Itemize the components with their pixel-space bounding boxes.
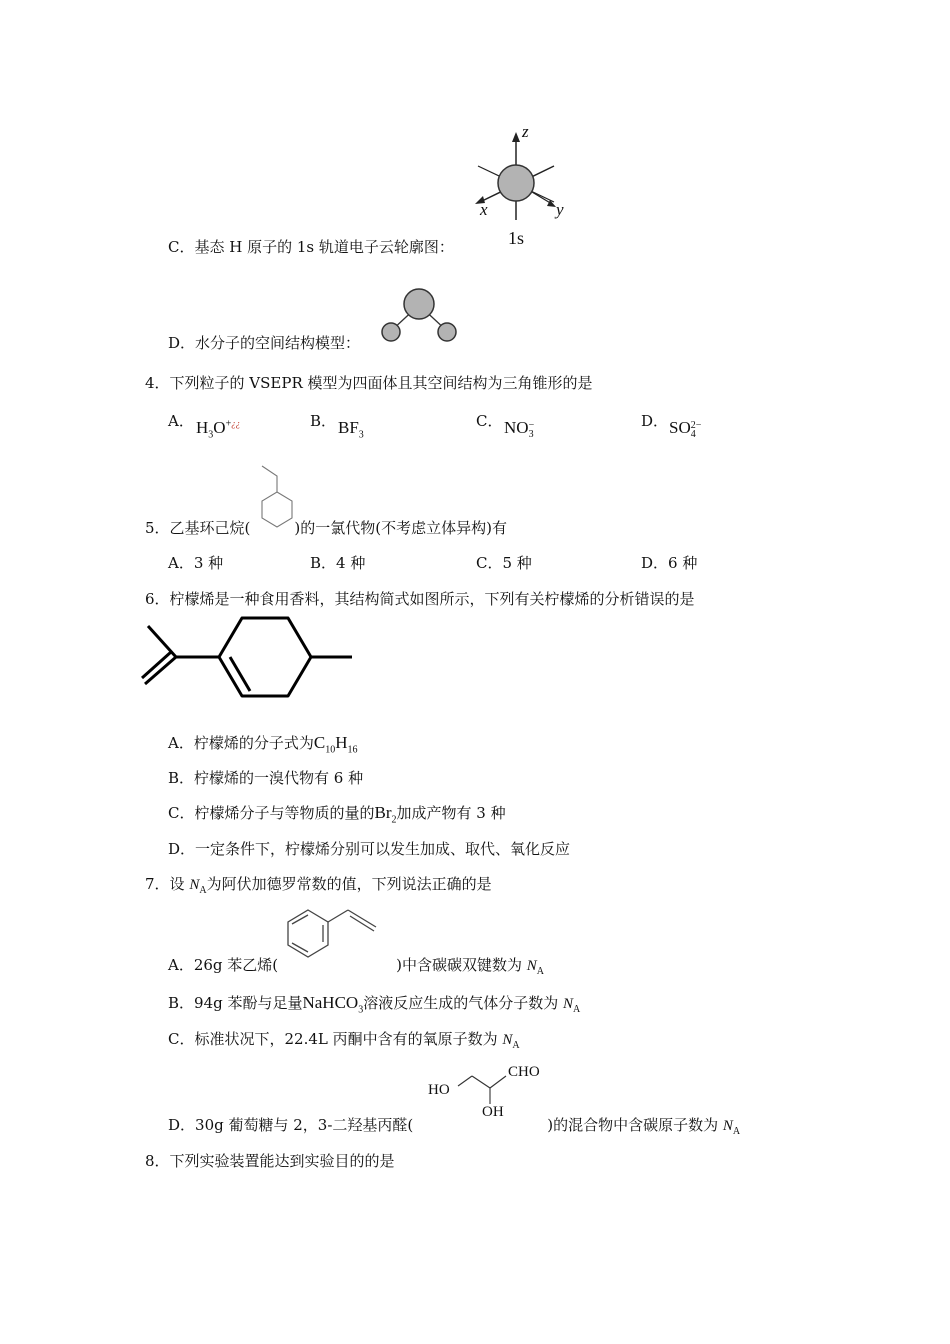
h3o-o: O bbox=[213, 418, 226, 437]
h3o-garbled: ¿¿ bbox=[231, 418, 241, 429]
q6-stem: 6．柠檬烯是一种食用香料，其结构简式如图所示，下列有关柠檬烯的分析错误的是 bbox=[145, 590, 695, 608]
q7-b-post: 溶液反应生成的气体分子数为 bbox=[363, 994, 563, 1012]
na-sub: A bbox=[512, 1040, 520, 1051]
na-sub: A bbox=[732, 1126, 741, 1137]
h3o-h: H bbox=[196, 418, 209, 437]
q7-a-pre: A．26g 苯乙烯( bbox=[168, 956, 279, 974]
water-model-diagram bbox=[375, 285, 465, 345]
q4-option-c-label: C． bbox=[476, 412, 503, 430]
na-symbol: N bbox=[502, 1032, 513, 1048]
bf3-sub: 3 bbox=[358, 429, 364, 441]
br2-br: Br bbox=[374, 803, 392, 822]
na-symbol: N bbox=[722, 1118, 733, 1134]
bf3-bf: BF bbox=[338, 418, 359, 437]
nahco3-formula bbox=[302, 993, 364, 1016]
q5-option-a: A．3 种 bbox=[168, 554, 224, 572]
q4-option-d-label: D． bbox=[641, 412, 669, 430]
nahco3-sub: 3 bbox=[358, 1004, 364, 1016]
q4-option-a-label: A． bbox=[168, 412, 194, 430]
na-symbol: N bbox=[189, 877, 200, 893]
q4-option-b-label: B． bbox=[310, 412, 337, 430]
formula-c-sub: 10 bbox=[325, 744, 336, 756]
q7-a-post: )中含碳碳双键数为 bbox=[396, 956, 527, 974]
q4-option-d-formula bbox=[669, 418, 701, 439]
axis-x-label: x bbox=[480, 200, 488, 219]
nahco3-text: NaHCO bbox=[302, 993, 359, 1012]
axis-z-label: z bbox=[522, 122, 529, 141]
q7-option-c bbox=[168, 1028, 520, 1051]
q4-option-b-formula bbox=[338, 418, 364, 440]
na-symbol: N bbox=[562, 996, 573, 1012]
q6-option-b: B．柠檬烯的一溴代物有 6 种 bbox=[168, 769, 364, 787]
q6-a-pre: A．柠檬烯的分子式为 bbox=[168, 734, 314, 752]
q4-option-c-formula bbox=[504, 418, 534, 439]
h3o-sub: 3 bbox=[208, 429, 214, 441]
q3-option-c: C．基态 H 原子的 1s 轨道电子云轮廓图： bbox=[168, 238, 454, 256]
formula-h-sub: 16 bbox=[347, 744, 358, 756]
q6-c-pre: C．柠檬烯分子与等物质的量的 bbox=[168, 804, 375, 822]
no3-sub: 3 bbox=[528, 429, 534, 440]
br2-sub: 2 bbox=[391, 814, 397, 826]
h3o-charge: + bbox=[225, 418, 232, 430]
q5-option-b: B．4 种 bbox=[310, 554, 366, 572]
q5-stem-post: )的一氯代物(不考虑立体异构)有 bbox=[294, 519, 507, 537]
so4-so: SO bbox=[669, 418, 691, 437]
q5-option-c: C．5 种 bbox=[476, 554, 532, 572]
limonene-formula bbox=[313, 733, 358, 756]
q7-c-pre: C．标准状况下，22.4L 丙酮中含有的氧原子数为 bbox=[168, 1030, 503, 1048]
q7-b-pre: B．94g 苯酚与足量 bbox=[168, 994, 303, 1012]
q4-stem: 4．下列粒子的 VSEPR 模型为四面体且其空间结构为三角锥形的是 bbox=[145, 374, 593, 392]
na-sub: A bbox=[573, 1004, 581, 1015]
q7-stem-pre: 7．设 bbox=[145, 875, 190, 893]
na-sub: A bbox=[199, 885, 207, 896]
oh-label: OH bbox=[482, 1104, 504, 1120]
so4-charge: 2− bbox=[690, 420, 702, 431]
axis-y-label: y bbox=[556, 200, 564, 219]
no3-no: NO bbox=[504, 418, 529, 437]
q5-stem bbox=[145, 517, 507, 538]
q6-option-c bbox=[168, 802, 506, 825]
q5-stem-pre: 5．乙基环己烷( bbox=[145, 519, 251, 537]
q8-stem: 8．下列实验装置能达到实验目的的是 bbox=[145, 1152, 395, 1170]
no3-charge: − bbox=[528, 420, 535, 431]
q7-option-a bbox=[168, 954, 544, 977]
q7-option-d bbox=[168, 1114, 740, 1137]
ho-label: HO bbox=[428, 1082, 450, 1098]
q7-stem bbox=[145, 873, 492, 896]
formula-c: C bbox=[313, 733, 326, 752]
cho-label: CHO bbox=[508, 1064, 540, 1080]
q6-option-a bbox=[168, 732, 357, 755]
q7-option-b bbox=[168, 992, 580, 1015]
q7-stem-post: 为阿伏加德罗常数的值，下列说法正确的是 bbox=[206, 875, 492, 893]
q7-d-pre: D．30g 葡萄糖与 2，3-二羟基丙醛( bbox=[168, 1116, 414, 1134]
br2-formula bbox=[374, 803, 397, 826]
na-sub: A bbox=[536, 966, 545, 977]
orbital-1s-label: 1s bbox=[508, 228, 525, 248]
limonene-structure bbox=[140, 612, 360, 702]
formula-h: H bbox=[335, 733, 348, 752]
so4-sub: 4 bbox=[690, 429, 696, 440]
q6-option-d: D．一定条件下，柠檬烯分别可以发生加成、取代、氧化反应 bbox=[168, 840, 571, 858]
q4-option-a-formula bbox=[196, 418, 240, 440]
q3-option-d: D．水分子的空间结构模型： bbox=[168, 334, 361, 352]
q7-d-post: )的混合物中含碳原子数为 bbox=[547, 1116, 723, 1134]
q5-option-d: D．6 种 bbox=[641, 554, 698, 572]
na-symbol: N bbox=[526, 958, 537, 974]
q6-c-post: 加成产物有 3 种 bbox=[396, 804, 506, 822]
